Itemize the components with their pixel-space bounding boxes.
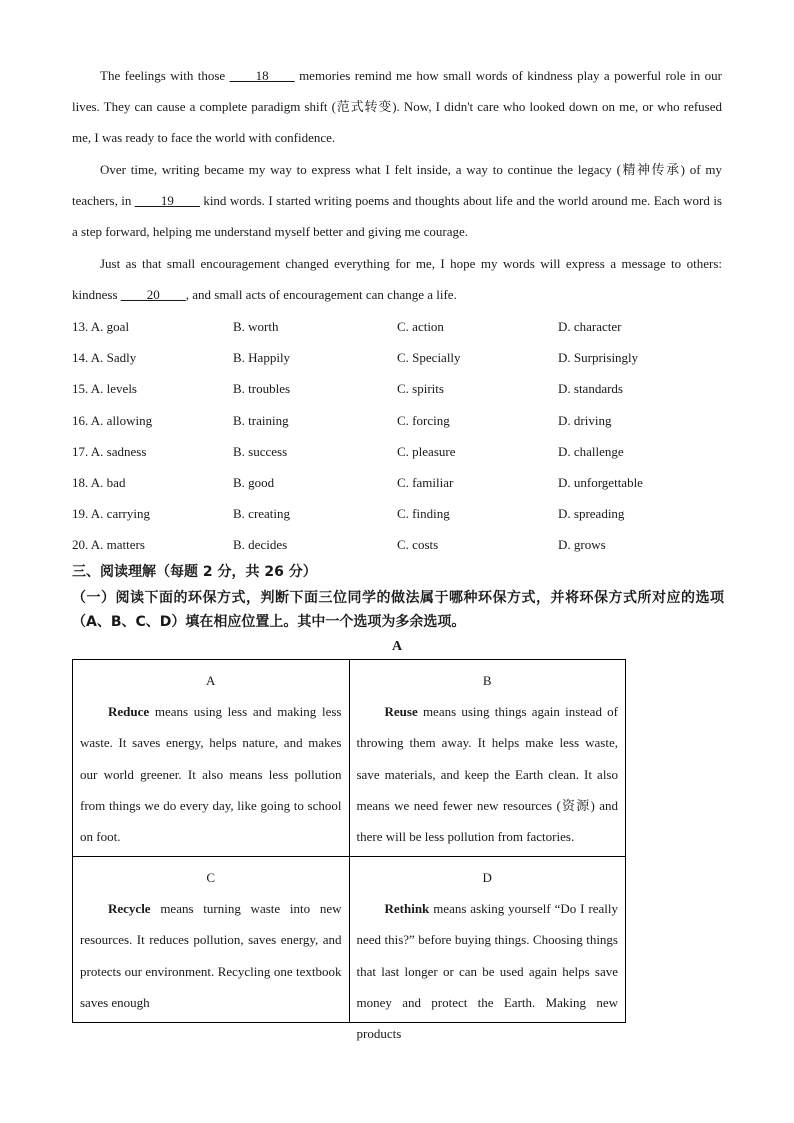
option-a: 13. A. goal	[72, 319, 130, 334]
option-a: 14. A. Sadly	[72, 350, 137, 366]
option-row-20	[72, 529, 722, 560]
table-row	[73, 660, 626, 857]
option-row-18	[72, 467, 722, 498]
passage-text: Over time, writing became my way to express what I felt inside, a way to continue the legacy (精神传承) of my teachers, in	[72, 162, 722, 209]
option-d: D. challenge	[558, 443, 624, 459]
option-c: C. costs	[397, 537, 439, 553]
cell-body: means asking yourself “Do I really need this?” before buying things. Choosing things that last longer or can be used again helps save money and protect the Earth. Making new products	[356, 901, 618, 1042]
option-d: D. grows	[558, 537, 606, 553]
cell-text	[80, 696, 342, 852]
option-c: C. action	[397, 319, 444, 334]
passage-paragraph-1	[72, 60, 722, 154]
cell-reduce	[73, 660, 350, 857]
option-a: 18. A. bad	[72, 474, 126, 490]
passage-paragraph-3	[72, 248, 722, 310]
table-row	[73, 857, 626, 1023]
methods-table	[72, 659, 626, 1042]
blank-18: ____18____	[229, 68, 295, 83]
option-d: D. unforgettable	[558, 474, 643, 490]
option-d: D. standards	[558, 381, 623, 397]
passage-text: kind words. I started writing poems and thoughts about life and the world around me. Each word is a step forward, helping me understand myself better and giving me courage.	[72, 193, 722, 240]
option-a: 17. A. sadness	[72, 443, 147, 459]
option-a: 20. A. matters	[72, 537, 145, 553]
blank-19: ____19____	[134, 193, 200, 209]
option-row-15	[72, 373, 722, 404]
cell-content	[356, 862, 619, 1042]
passage-text: The feelings with those	[100, 68, 230, 83]
cell-term: Recycle	[108, 901, 151, 917]
section-instruction: （一）阅读下面的环保方式，判断下面三位同学的做法属于哪种环保方式，并将环保方式所对应的选项（A、B、C、D）填在相应位置上。其中一个选项为多余选项。	[72, 590, 724, 630]
option-a: 19. A. carrying	[72, 506, 150, 522]
option-c: C. familiar	[397, 474, 454, 490]
option-b: B. troubles	[233, 381, 291, 397]
option-b: B. creating	[233, 506, 291, 522]
option-row-14	[72, 342, 722, 373]
option-c: C. forcing	[397, 412, 450, 428]
options-list	[72, 311, 722, 561]
cell-text	[357, 696, 619, 852]
option-c: C. Specially	[397, 350, 461, 366]
option-a: 16. A. allowing	[72, 412, 153, 428]
cell-reuse	[349, 660, 626, 857]
cell-letter: B	[482, 673, 492, 688]
option-a: 15. A. levels	[72, 381, 137, 397]
option-row-16	[72, 405, 722, 436]
option-c: C. finding	[397, 506, 450, 522]
passage-paragraph-2	[72, 154, 722, 248]
passage-text: Just as that small encouragement changed everything for me, I hope my words will express a message to others: kindness	[72, 256, 722, 303]
cell-content	[80, 862, 342, 1017]
section-heading: 三、阅读理解（每题 2 分，共 26 分）	[72, 564, 317, 580]
option-b: B. Happily	[233, 350, 291, 366]
cell-body: means using things again instead of throwing them away. It helps make less waste, save materials, and keep the Earth clean. It also means we need fewer new resources (资源) and there will be less pollution from factories.	[356, 704, 618, 845]
cell-body: means using less and making less waste. It saves energy, helps nature, and makes our world greener. It also means less pollution from things we do every day, like going to school on foot.	[80, 704, 342, 845]
cell-letter: A	[206, 673, 216, 688]
option-b: B. training	[233, 412, 289, 428]
option-c: C. pleasure	[397, 443, 456, 459]
option-b: B. good	[233, 474, 275, 490]
cell-term: Reduce	[108, 704, 150, 720]
table-title: A	[391, 639, 403, 654]
option-row-13	[72, 311, 722, 342]
option-b: B. success	[233, 443, 288, 459]
option-b: B. worth	[233, 319, 279, 334]
cell-term: Reuse	[384, 704, 418, 720]
passage-text: , and small acts of encouragement can change a life.	[185, 287, 457, 303]
blank-20: ____20____	[120, 287, 186, 303]
cell-term: Rethink	[384, 901, 430, 917]
cell-letter: C	[206, 870, 216, 885]
passage-text: memories remind me how small words of kindness play a powerful role in our lives. They can cause a complete paradigm shift (范式转变). Now, I didn't care who looked down on me, or who refused me, I was ready to face the world with confidence.	[72, 68, 723, 146]
cell-rethink	[349, 857, 626, 1042]
cell-text	[80, 893, 342, 1018]
cell-letter: D	[482, 870, 492, 885]
option-row-17	[72, 436, 722, 467]
option-d: D. Surprisingly	[558, 350, 639, 366]
option-c: C. spirits	[397, 381, 444, 397]
option-d: D. character	[558, 319, 622, 334]
option-b: B. decides	[233, 537, 288, 553]
option-d: D. spreading	[558, 506, 625, 522]
cell-recycle	[73, 857, 350, 1023]
option-d: D. driving	[558, 412, 612, 428]
cell-text	[357, 893, 619, 1049]
cell-body: means turning waste into new resources. It reduces pollution, saves energy, and protects our environment. Recycling one textbook saves enough	[80, 901, 342, 1010]
option-row-19	[72, 498, 722, 529]
